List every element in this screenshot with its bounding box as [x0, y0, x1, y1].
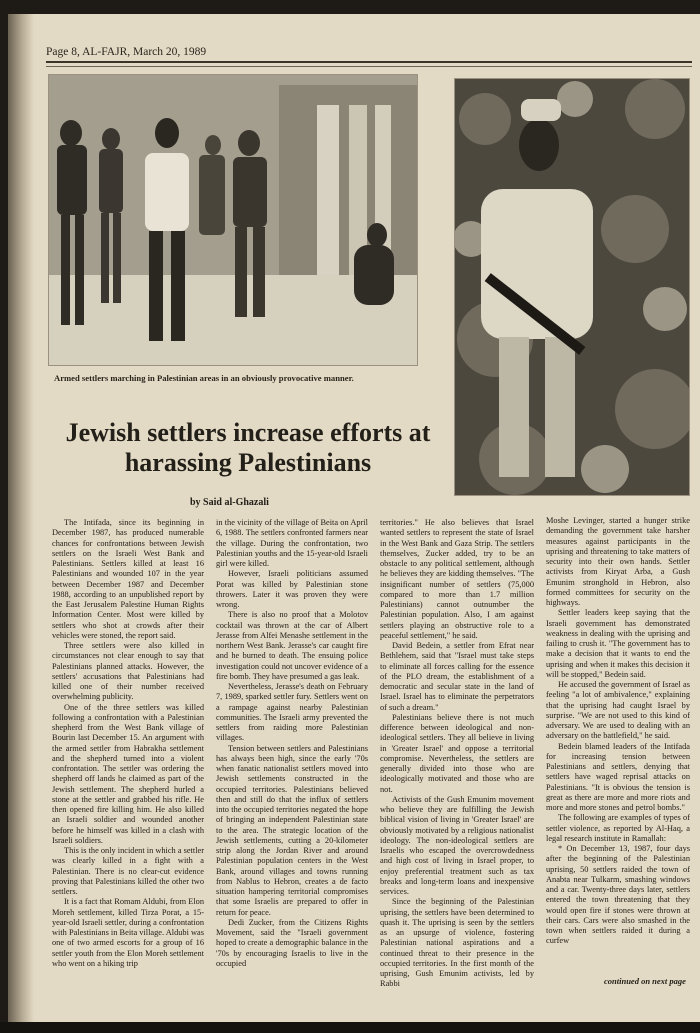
newspaper-page — [8, 14, 700, 1022]
paragraph: Three settlers were also killed in circumstances not clear enough to say that Palestinians planned attacks. However, the settlers' accusations that Palestinians had killed one of their number received overwhelming publicity. — [52, 641, 204, 702]
paragraph: This is the only incident in which a settler was clearly killed in a fight with a Palestinian. There is no clear-cut evidence proving that Palestinians killed the other two settlers. — [52, 846, 204, 896]
article-column-1 — [52, 518, 204, 988]
paragraph: There is also no proof that a Molotov cocktail was thrown at the car of Albert Jerasse from Alfei Menashe settlement in the northern West Bank. Jerasse's car caught fire and he burned to death. The ensuing police investigation could not uncover evidence of a fire bomb. They have presumed a gas leak. — [216, 610, 368, 681]
paragraph: It is a fact that Romam Aldubi, from Elon Moreh settlement, killed Tirza Porat, a 15-year-old Israeli settler, during a confrontation with Palestinians in Beita village. Aldubi was one of two armed escorts for a group of 16 settler youth from the Elon Moreh settlement who went on a hiking trip — [52, 897, 204, 968]
page-header: Page 8, AL-FAJR, March 20, 1989 — [46, 46, 207, 58]
article-byline: by Said al-Ghazali — [190, 497, 269, 508]
paragraph: One of the three settlers was killed following a confrontation with a Palestinian shepherd from the West Bank village of Bourin last December 15. An argument with the armed settler from Habrakha settlement and the shepherd turned into a violent confrontation. The settler was ordering the shepherd off lands he claimed as part of the Jewish settlement. The shepherd hurled a stone at the settler and grabbed his rifle. He then opened fire killing him. He also killed an Israeli soldier and wounded another before he himself was killed in a clash with Israeli soldiers. — [52, 702, 204, 845]
article-headline: Jewish settlers increase efforts at harassing Palestinians — [65, 418, 431, 477]
paragraph: The Intifada, since its beginning in December 1987, has produced numerable chances for confrontations between Jewish settlers on the Israeli West Bank and Palestinians. Settlers killed at least 16 Palestinians and wounded 107 in the year between December 1987 and December 1988, according to an unpublished report by the East Jerusalem Palestine Human Rights Information Center. Most were killed by settlers who shot at crowds after their vehicles were stoned, the report said. — [52, 518, 204, 640]
paragraph: However, Israeli politicians assumed Porat was killed by Palestinian stone throwers. Later it was proven they were wrong. — [216, 569, 368, 609]
paragraph: David Bedein, a settler from Efrat near Bethlehem, said that "Israel must take steps to eliminate all forces calling for the essence of the PLO dream, the establishment of a democratic and secular state in the land of Israel. Israel has to eliminate the perpetrators of such a dream." — [380, 641, 534, 712]
paragraph: The following are examples of types of settler violence, as reported by Al-Haq, a legal research institute in Ramallah: — [546, 813, 690, 843]
paragraph: Settler leaders keep saying that the Israeli government has demonstrated weakness in dealing with the uprising and failing to crush it. "The government has to make a decision that it wants to end the uprising and when it makes this decision it will be stopped," Bedein said. — [546, 608, 690, 679]
paragraph: Tension between settlers and Palestinians has always been high, since the early '70s when fanatic nationalist settlers moved into Jewish settlements constructed in the occupied territories. Palestinians believed then and still do that the influx of settlers into the occupied territories negated the hope of bringing an independent Palestinian state to the area. The strategic location of the Jewish settlements, cutting a 20-kilometer strip along the Jordan River and around Palestinian population centers in the West Bank, around villages and towns running from Nablus to Hebron, creates a de facto situation hampering territorial compromises that some Israelis are prepared to offer in return for peace. — [216, 743, 368, 917]
paragraph: Dedi Zucker, from the Citizens Rights Movement, said the "Israeli government hoped to create a demographic balance in the '70s by encouraging Israelis to live in the occupied — [216, 917, 368, 968]
paragraph: Since the beginning of the Palestinian uprising, the settlers have been determined to quash it. The uprising is seen by the settlers as an upsurge of violence, fostering Palestinian national aspirations and a continued threat to their presence in the occupied territories. In the first month of the uprising, Gush Emunim activists, led by Rabbi — [380, 897, 534, 988]
paragraph: territories." He also believes that Israel wanted settlers to represent the state of Israel in the West Bank and Gaza Strip. The settlers themselves, Zucker added, try to be an obstacle to any political settlement, although he believes they are kidding themselves. "The insignificant number of settlers (75,000 compared to more than 1.7 million Palestinians) cannot outnumber the Palestinian population. Also, I am against settlers playing an obstructive role to a peaceful settlement," he said. — [380, 518, 534, 640]
paragraph: Bedein blamed leaders of the Intifada for increasing tension between Palestinians and settlers, denying that settlers have waged reprisal attacks on Palestinians. "It is obvious the tension is great as there are more and more riots and more and more stones and petrol bombs." — [546, 741, 690, 812]
armed-settler-photo-icon — [455, 79, 689, 495]
header-rule — [46, 61, 692, 63]
crowd-photo-icon — [49, 75, 417, 365]
paragraph: * On December 13, 1987, four days after the beginning of the Palestinian uprising, 50 settlers raided the town of Anabta near Tulkarm, smashing windows and a car. Twenty-three days later, settlers entered the town threatening that they would open fire if stones were thrown at their cars. Cars were also smashed in the town when settlers raided it during a curfew — [546, 844, 690, 946]
paragraph: Activists of the Gush Emunim movement who believe they are fulfilling the Jewish biblical vision of living in 'Greater Israel' are obviously motivated by a religious nationalist ideology. The non-ideological settlers are Israelis who escaped the overcrowdedness and high cost of living in Israel proper, to enjoy preferential treatment such as tax breaks and long-term loans and inexpensive services. — [380, 794, 534, 896]
article-column-2 — [216, 518, 368, 988]
continued-note: continued on next page — [604, 976, 686, 986]
article-column-3 — [380, 518, 534, 988]
header-rule-thin — [46, 66, 692, 67]
page-spine — [8, 14, 34, 1022]
article-column-4 — [546, 516, 690, 986]
photo-caption: Armed settlers marching in Palestinian areas in an obviously provocative manner. — [54, 373, 354, 383]
paragraph: Moshe Levinger, started a hunger strike demanding the government take harsher measures against participants in the uprising and threatening to take matters of security into their own hands. Settler activists from Kiryat Arba, a Gush Emunim stronghold in Hebron, also formed committees for security on the highways. — [546, 516, 690, 607]
armed-settler-photo — [454, 78, 690, 496]
bottom-shadow — [0, 1022, 700, 1033]
crowd-photo — [48, 74, 418, 366]
paragraph: Palestinians believe there is not much difference between ideological and non-ideological settlers. They all believe in living in 'Greater Israel' and oppose a territorial compromise. Nevertheless, the settlers are generally divided into those who are ideologically motivated and those who are not. — [380, 712, 534, 794]
paragraph: He accused the government of Israel as feeling "a lot of ambivalence," explaining that the uprising had caught Israel by surprise. "We are not used to this kind of adversary. We are used to dealing with an adversary on the battlefield," he said. — [546, 680, 690, 741]
paragraph: Nevertheless, Jerasse's death on February 7, 1989, sparked settler fury. Settlers went on a rampage against nearby Palestinian communities. The Israeli army prevented the settlers from raiding more Palestinian villages. — [216, 682, 368, 743]
paragraph: in the vicinity of the village of Beita on April 6, 1988. The settlers confronted farmers near the village. During the confrontation, two Palestinian youths and the 15-year-old Israeli girl were killed. — [216, 518, 368, 568]
